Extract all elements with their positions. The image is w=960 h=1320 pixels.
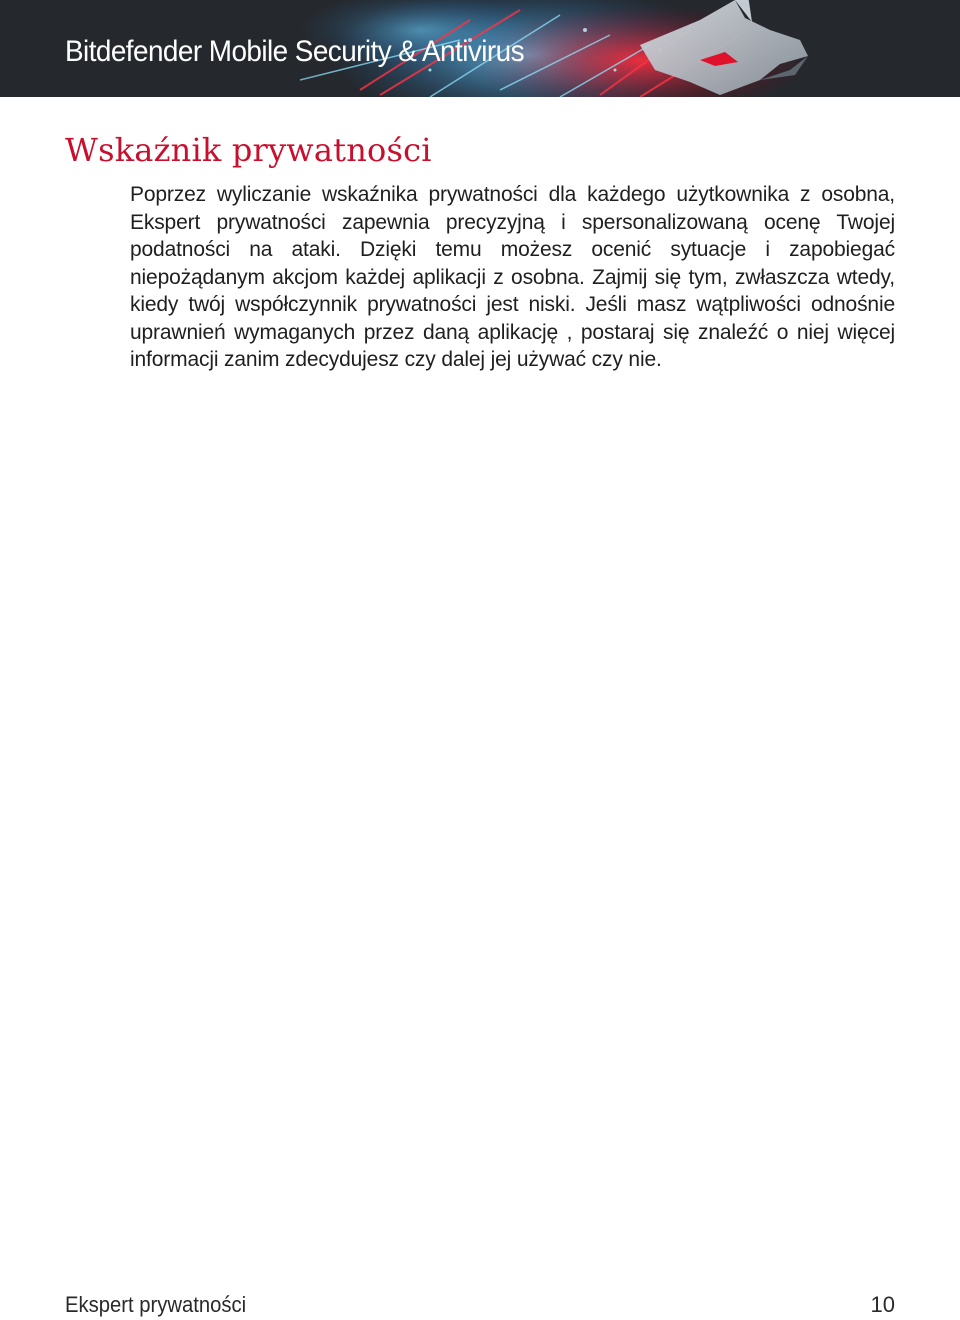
section-body-paragraph: Poprzez wyliczanie wskaźnika prywatności dla każdego użytkownika z osobna, Ekspert prywatności zapewnia precyzyjną i spersonalizowaną ocenę Twojej podatności na ataki. Dzięki temu możesz ocenić sytuacje i zapobiegać niepożądanym akcjom każdej aplikacji z osobna. Zajmij się tym, zwłaszcza wtedy, kiedy twój współczynnik prywatności jest niski. Jeśli masz wątpliwości odnośnie uprawnień wymaganych przez daną aplikację , postaraj się znaleźć o niej więcej informacji zanim zdecydujesz czy dalej jej używać czy nie.: [130, 183, 895, 371]
page-header: [0, 0, 960, 97]
footer-page-number: 10: [870, 1292, 895, 1317]
footer-chapter-name: Ekspert prywatności: [65, 1292, 247, 1317]
section-heading: Wskaźnik prywatności: [65, 131, 432, 169]
document-title: Bitdefender Mobile Security & Antivirus: [65, 35, 524, 68]
